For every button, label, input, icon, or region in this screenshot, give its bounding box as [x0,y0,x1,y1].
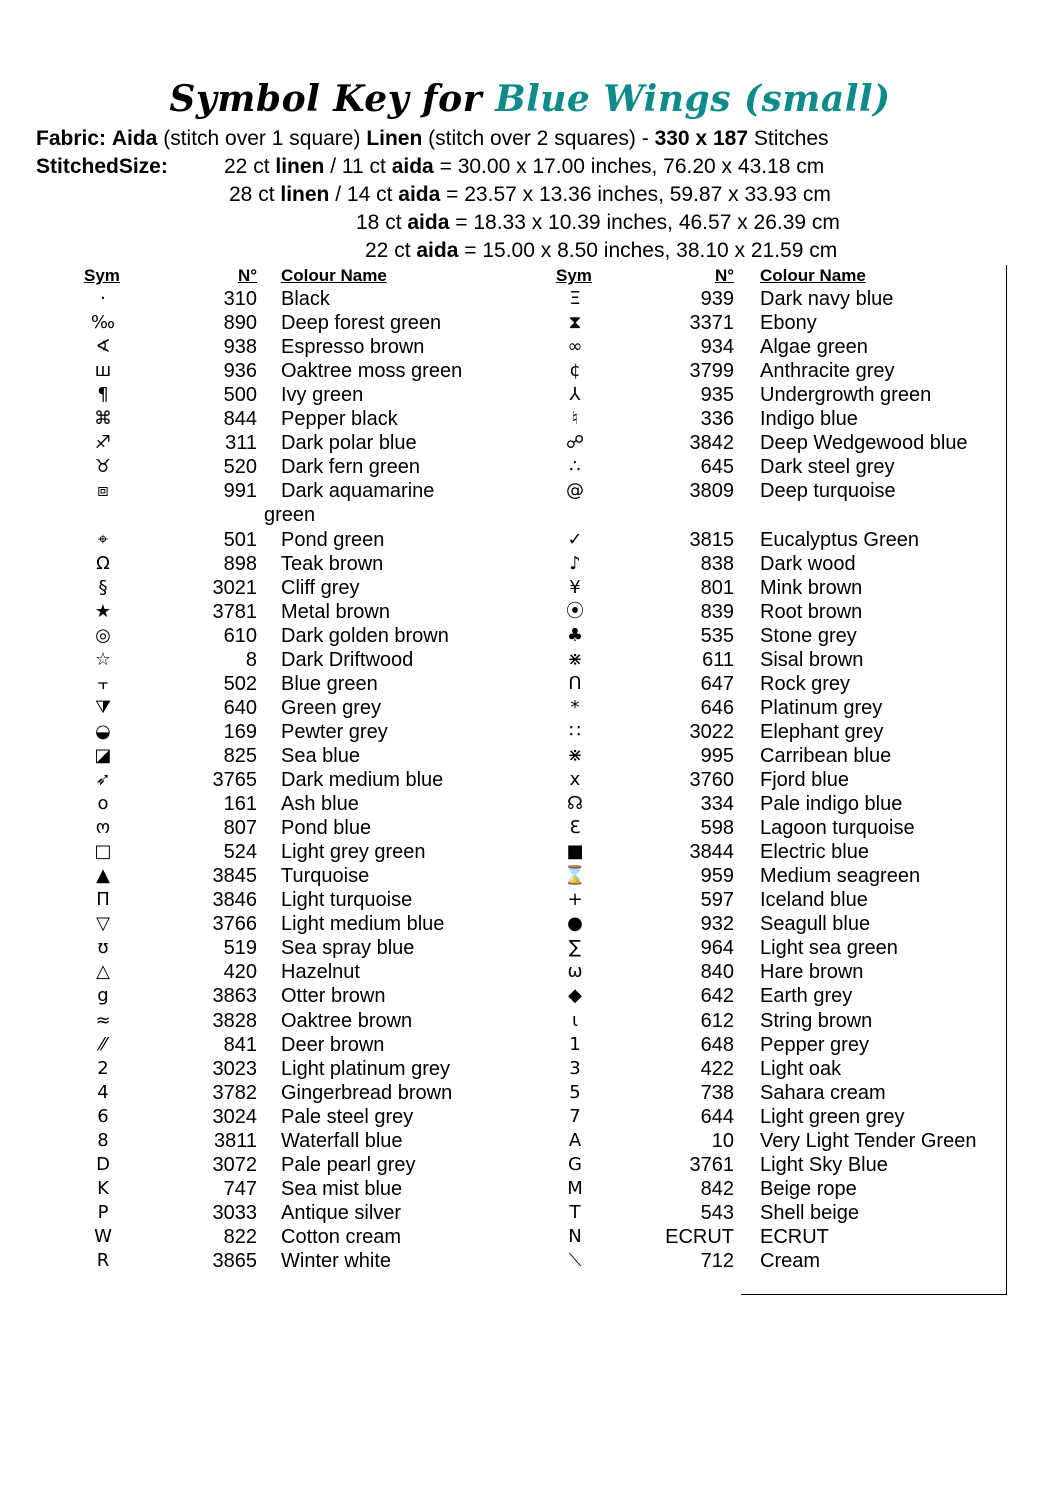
symbol-cell: ⦿ [566,600,584,622]
number-cell: 3022 [689,720,734,743]
colour-name-cell: Light turquoise [281,889,413,912]
symbol-cell: M [567,1177,583,1199]
symbol-cell: ⋇ [567,648,583,670]
size-line-2: 28 ct linen / 14 ct aida = 23.57 x 13.36 inches, 59.87 x 33.93 cm [229,183,831,206]
symbol-cell: ¥ [569,576,581,598]
number-cell: 645 [700,456,734,479]
number-cell: 3811 [213,1129,257,1152]
colour-name-cell: Sisal brown [760,648,864,671]
number-cell: 3863 [212,985,257,1008]
header-name-left: Colour Name [281,266,387,285]
colour-name-cell: Espresso brown [281,336,425,359]
symbol-cell: 5 [569,1081,581,1103]
colour-name-cell: Turquoise [281,865,370,888]
symbol-cell: A [568,1129,582,1151]
colour-name-cell: ECRUT [760,1225,829,1248]
stitches-word: Stitches [753,127,829,150]
colour-name-cell: Beige rope [760,1177,857,1200]
colour-name-cell: Light platinum grey [281,1057,450,1080]
colour-name-cell: Pond blue [281,817,372,840]
number-cell: 161 [223,793,257,816]
colour-name-cell: Deer brown [281,1033,385,1056]
colour-name-cell: Gingerbread brown [281,1081,453,1104]
colour-name-cell: Fjord blue [760,769,849,791]
number-cell: 3782 [212,1081,257,1104]
symbol-cell: ⧈ [97,480,109,502]
colour-name-cell: Dark steel grey [760,456,895,479]
symbol-cell: ◒ [95,720,111,742]
colour-name-cell: Dark fern green [281,456,420,479]
number-cell: 3809 [689,480,734,503]
number-cell: 3766 [212,913,257,936]
number-cell: 939 [700,288,734,310]
colour-name-cell: Stone grey [760,624,857,647]
number-cell: ECRUT [665,1225,734,1248]
symbol-cell: P [97,1201,109,1223]
number-cell: 169 [223,720,257,743]
colour-name-cell: Platinum grey [760,696,883,719]
symbol-cell: ⌛ [563,865,587,887]
symbol-cell: ⋇ [567,744,583,766]
number-cell: 535 [700,624,734,647]
number-cell: 3760 [689,769,734,791]
colour-name-cell: Ash blue [281,793,359,816]
symbol-cell: W [94,1225,112,1247]
symbol-cell: 1 [569,1033,581,1055]
colour-name-cell: Sea mist blue [281,1177,403,1200]
colour-name-cell: Cream [760,1250,821,1272]
number-cell: 640 [223,696,257,719]
colour-name-cell: Otter brown [281,985,386,1008]
symbol-cell: ♮ [571,408,579,430]
colour-name-cell: Pepper grey [760,1033,869,1056]
symbol-cell: ∑ [568,937,582,959]
number-cell: 3761 [689,1153,734,1176]
header-sym-right: Sym [556,266,592,285]
symbol-cell: △ [96,961,110,983]
symbol-cell: □ [94,841,112,863]
symbol-cell: x [569,769,581,790]
number-cell: 712 [700,1250,734,1272]
colour-name-cell: Winter white [281,1250,392,1272]
symbol-cell: · [100,288,106,309]
symbol-cell: ➶ [95,769,111,790]
symbol-cell: ◪ [94,744,112,766]
colour-name-cell: Oaktree moss green [281,360,463,383]
symbol-cell: ⫟ [97,672,109,694]
colour-name-cell: Light sea green [760,937,898,960]
colour-name-cell: Shell beige [760,1201,859,1224]
symbol-cell: ◎ [95,624,111,646]
symbol-cell: Ξ [569,288,581,309]
number-cell: 598 [700,817,734,840]
number-cell: 3845 [212,865,257,888]
number-cell: 543 [700,1201,734,1224]
number-cell: 801 [700,576,734,599]
number-cell: 3072 [212,1153,257,1176]
number-cell: 807 [223,817,257,840]
number-cell: 420 [223,961,257,984]
symbol-cell: 8 [97,1129,109,1151]
symbol-cell: ⟍ [568,1250,582,1271]
colour-name-cell: Cotton cream [281,1225,402,1248]
number-cell: 646 [700,696,734,719]
number-cell: 959 [700,865,734,888]
symbol-cell: g [97,985,109,1007]
number-cell: 10 [711,1129,734,1152]
colour-name-cell: Electric blue [760,841,869,864]
symbol-cell: ⌖ [97,528,109,550]
stitched-size-label: StitchedSize: [36,155,168,178]
colour-name-cell: Deep turquoise [760,480,896,503]
number-cell: 610 [223,624,257,647]
colour-name-cell: Pale steel grey [281,1105,414,1128]
colour-name-cell: Pepper black [281,408,398,431]
colour-name-cell: Antique silver [281,1201,402,1224]
symbol-cell: ☊ [567,793,583,815]
symbol-cell: o [97,793,109,815]
number-cell: 502 [223,672,257,695]
colour-name-cell: Dark navy blue [760,288,894,310]
number-cell: 840 [700,961,734,984]
symbol-cell: ‰ [90,312,116,334]
colour-name-cell: Pewter grey [281,720,388,743]
colour-name-cell: Waterfall blue [281,1129,403,1152]
symbol-cell: ¢ [569,360,581,382]
number-cell: 838 [700,552,734,575]
number-cell: 311 [225,432,257,455]
colour-name-cell: Pale pearl grey [281,1153,416,1176]
colour-name-cell: Dark golden brown [281,624,449,647]
fabric-line [36,126,829,152]
colour-name-cell: Lagoon turquoise [760,817,915,840]
number-cell: 3815 [689,528,734,551]
number-cell: 3371 [689,312,734,335]
symbol-cell: ▽ [96,913,110,935]
colour-name-cell: Anthracite grey [760,360,895,383]
number-cell: 991 [223,480,257,503]
number-cell: 3846 [212,889,257,912]
number-cell: 611 [702,648,734,671]
colour-name-cell: Deep forest green [281,312,442,335]
colour-name-cell: Rock grey [760,672,851,695]
symbol-cell: * [570,696,580,718]
colour-name-cell: Deep Wedgewood blue [760,432,968,455]
symbol-cell: ■ [566,841,584,863]
number-cell: 841 [223,1033,257,1056]
colour-name-cell: Blue green [281,672,378,695]
number-cell: 747 [223,1177,257,1200]
number-cell: 3781 [212,600,257,623]
colour-name-cell: Sea spray blue [281,937,415,960]
colour-name-cell: Oaktree brown [281,1009,413,1032]
symbol-cell: + [567,889,583,911]
number-cell: 336 [700,408,734,431]
symbol-cell: 6 [97,1105,109,1127]
number-cell: 932 [700,913,734,936]
number-cell: 839 [700,600,734,623]
symbol-cell: G [568,1153,582,1175]
symbol-cell: ☍ [565,432,585,454]
number-cell: 898 [223,552,257,575]
symbol-cell: ⧩ [94,696,112,718]
colour-name-cell: Carribean blue [760,744,892,767]
symbol-cell: ♉ [94,456,112,478]
number-cell: 642 [700,985,734,1008]
fabric-label: Fabric: [36,127,107,150]
colour-name-cell: Light grey green [281,841,426,864]
symbol-cell: ¶ [97,384,109,406]
number-cell: 964 [700,937,734,960]
bottom-border-line [741,1294,1007,1295]
symbol-cell: D [96,1153,110,1175]
size-line-1: 22 ct linen / 11 ct aida = 30.00 x 17.00 inches, 76.20 x 43.18 cm [224,155,825,178]
symbol-cell: ʊ [97,937,109,959]
number-cell: 3844 [689,841,734,864]
symbol-cell: ᑎ [568,672,582,694]
header-num-left: N° [238,266,258,285]
number-cell: 501 [223,528,257,551]
number-cell: 844 [223,408,257,431]
number-cell: 3023 [212,1057,257,1080]
colour-name-cell: Dark aquamarine [281,480,435,503]
number-cell: 825 [223,744,257,767]
symbol-cell: K [97,1177,109,1199]
symbol-cell: ⧗ [568,312,582,334]
symbol-cell: ɩ [571,1009,579,1031]
number-cell: 934 [700,336,734,359]
colour-name-cell: Light Sky Blue [760,1153,888,1176]
colour-name-cell: Dark Driftwood [281,648,414,671]
colour-name-cell: Dark medium blue [281,769,444,791]
number-cell: 519 [223,937,257,960]
symbol-cell: ∷ [569,720,581,742]
colour-name-cell: Indigo blue [760,408,858,431]
colour-name-cell: Pond green [281,528,385,551]
colour-name-cell: Metal brown [281,600,390,623]
symbol-cell: ш [94,360,112,382]
colour-name-cell: Undergrowth green [760,384,932,407]
number-cell: 936 [223,360,257,383]
colour-name-cell: Hare brown [760,961,864,984]
stitch-dimensions: 330 x 187 [654,127,749,150]
number-cell: 310 [223,288,257,310]
page-title [0,78,1060,120]
colour-name-cell: Dark wood [760,552,856,575]
number-cell: 647 [700,672,734,695]
symbol-cell: ⁄⁄ [99,1033,106,1055]
number-cell: 3765 [212,769,257,791]
symbol-cell: ∞ [567,336,583,358]
symbol-cell: ♪ [569,552,581,574]
number-cell: 422 [700,1057,734,1080]
colour-name-cell: Hazelnut [281,961,360,984]
symbol-cell: ★ [94,600,112,622]
colour-name-cell: Sea blue [281,744,360,767]
symbol-cell: T [569,1201,581,1223]
colour-name-cell: Seagull blue [760,913,871,936]
symbol-cell: ✓ [567,528,583,550]
symbol-cell: ⌘ [94,408,112,430]
number-cell: 3828 [212,1009,257,1032]
colour-name-cell: Light green grey [760,1105,905,1128]
colour-name-cell: Teak brown [281,552,384,575]
number-cell: 3799 [689,360,734,383]
symbol-cell: R [96,1250,110,1271]
symbol-cell: 7 [569,1105,581,1127]
fabric-linen-note: (stitch over 2 squares) - [428,127,649,150]
symbol-cell: ♣ [566,624,584,646]
number-cell: 3865 [212,1250,257,1272]
number-cell: 3021 [212,576,257,599]
colour-name-cell: Elephant grey [760,720,884,743]
colour-name-cell: Algae green [760,336,868,359]
symbol-cell: ო [95,817,111,839]
header-num-right: N° [715,266,735,285]
symbol-cell: 2 [97,1057,109,1079]
symbol-cell: ω [567,961,583,983]
number-cell: 842 [700,1177,734,1200]
number-cell: 3842 [689,432,734,455]
colour-name-cell: Root brown [760,600,863,623]
symbol-cell: ▲ [96,865,110,887]
number-cell: 648 [700,1033,734,1056]
symbol-cell: ⅄ [569,384,581,406]
symbol-cell: Ω [96,552,110,574]
title-prefix: Symbol Key for [169,78,483,120]
colour-name-cell: Very Light Tender Green [760,1129,977,1152]
colour-name-cell: Green grey [281,696,382,719]
colour-name-cell: Ivy green [281,384,364,407]
fabric-linen: Linen [366,127,423,150]
number-cell: 524 [223,841,257,864]
colour-name-cell: Ebony [760,312,817,335]
number-cell: 334 [700,793,734,816]
colour-name-cell: Pale indigo blue [760,793,903,816]
number-cell: 520 [223,456,257,479]
symbol-cell: ☆ [94,648,112,670]
number-cell: 822 [223,1225,257,1248]
title-pattern-name: Blue Wings (small) [495,78,891,120]
colour-name-cell: Dark polar blue [281,432,417,455]
size-line-3: 18 ct aida = 18.33 x 10.39 inches, 46.57 x 26.39 cm [356,211,840,234]
symbol-cell: ∢ [95,336,111,358]
colour-name-cell: Iceland blue [760,889,868,912]
number-cell: 597 [700,889,734,912]
number-cell: 644 [700,1105,734,1128]
number-cell: 890 [223,312,257,335]
colour-name-cell: Sahara cream [760,1081,886,1104]
fabric-aida-note: (stitch over 1 square) [163,127,361,150]
colour-name-cell: Black [281,288,330,310]
number-cell: 995 [700,744,734,767]
symbol-cell: @ [566,480,584,502]
number-cell: 935 [700,384,734,407]
number-cell: 938 [223,336,257,359]
symbol-cell: Ɛ [569,817,581,839]
number-cell: 612 [700,1009,734,1032]
number-cell: 3024 [212,1105,257,1128]
header-name-right: Colour Name [760,266,866,285]
symbol-cell: ≈ [95,1009,111,1031]
fabric-aida: Aida [111,127,158,150]
size-line-4: 22 ct aida = 15.00 x 8.50 inches, 38.10 x 21.59 cm [365,239,838,262]
number-cell: 3033 [212,1201,257,1224]
symbol-cell: ♐ [94,432,112,454]
symbol-cell: ∴ [569,456,581,478]
symbol-cell: § [98,576,108,598]
symbol-cell: 4 [97,1081,109,1103]
header-sym-left: Sym [84,266,120,285]
colour-name-cell: Eucalyptus Green [760,528,919,551]
colour-name-cell: Medium seagreen [760,865,921,888]
symbol-cell: ◆ [568,985,582,1007]
number-cell: 500 [223,384,257,407]
symbol-cell: N [568,1225,582,1247]
colour-name-cell: Light medium blue [281,913,445,936]
number-cell: 8 [245,648,257,671]
colour-name-cell: Mink brown [760,576,863,599]
colour-name-cell: Light oak [760,1057,842,1080]
colour-name-cell: String brown [760,1009,873,1032]
symbol-cell: 3 [569,1057,581,1079]
right-border-line [1006,265,1007,1295]
symbol-cell: Π [96,889,110,911]
number-cell: 738 [700,1081,734,1104]
symbol-cell: ● [567,913,583,935]
colour-name-cell: green [264,504,316,527]
colour-name-cell: Cliff grey [281,576,360,599]
colour-name-cell: Earth grey [760,985,853,1008]
